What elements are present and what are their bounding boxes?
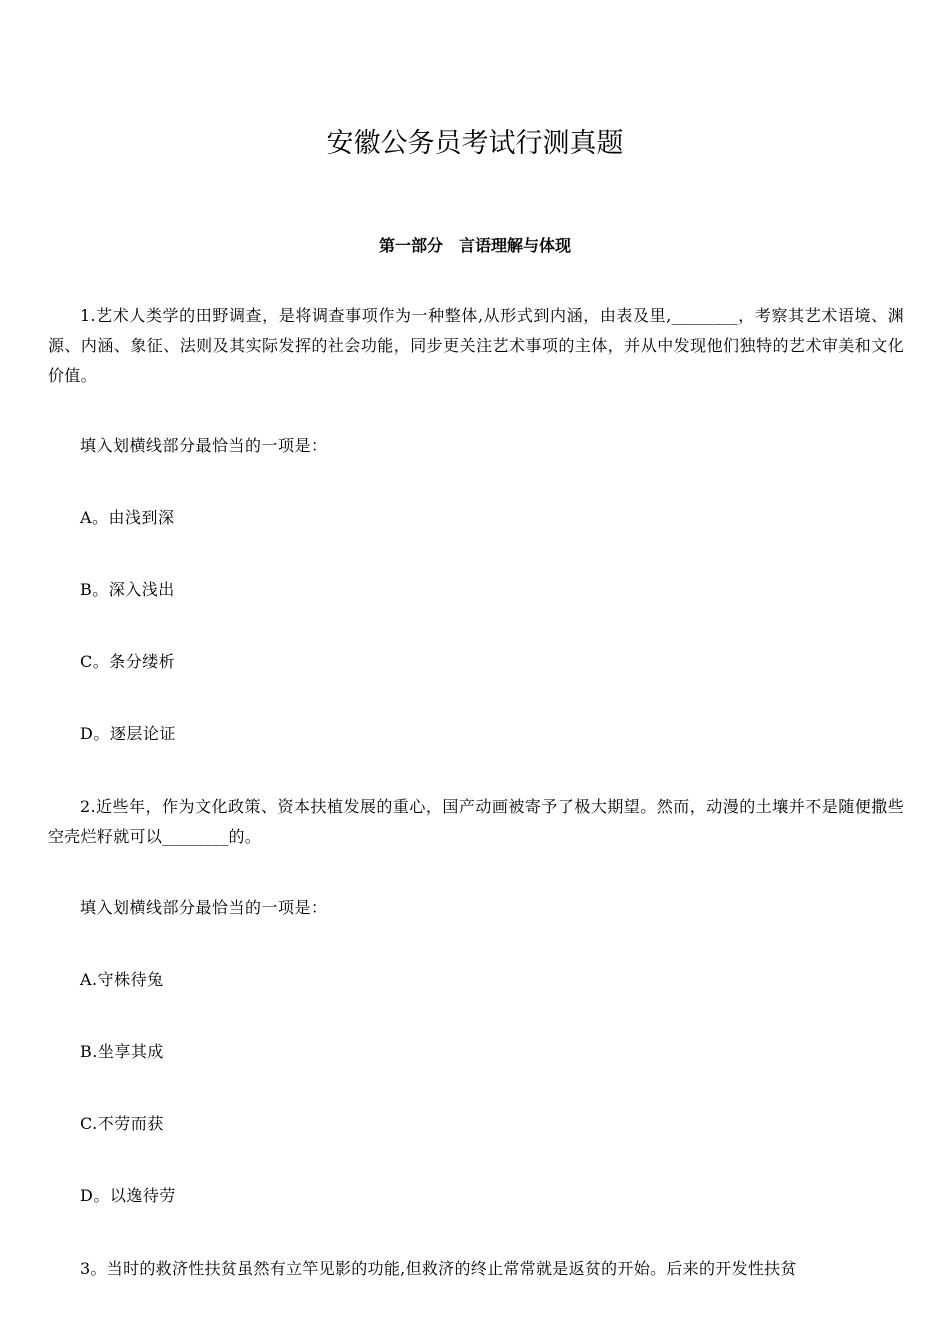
question-2-text: 2.近些年，作为文化政策、资本扶植发展的重心，国产动画被寄予了极大期望。然而，动漫的土壤并不是随便撒些空壳烂籽就可以________的。 bbox=[48, 797, 904, 846]
question-2-prompt: 填入划横线部分最恰当的一项是： bbox=[80, 898, 328, 917]
question-1-option-b: B。深入浅出 bbox=[80, 580, 175, 599]
question-2-option-a: A.守株待兔 bbox=[80, 970, 164, 989]
question-2-option-d: D。以逸待劳 bbox=[80, 1186, 176, 1205]
question-2-option-b: B.坐享其成 bbox=[80, 1042, 164, 1061]
question-3-text: 3。当时的救济性扶贫虽然有立竿见影的功能,但救济的终止常常就是返贫的开始。后来的开发性扶贫 bbox=[80, 1259, 797, 1278]
question-1-option-c: C。条分缕析 bbox=[80, 652, 176, 671]
question-1-text: 1.艺术人类学的田野调查，是将调查事项作为一种整体,从形式到内涵，由表及里,________，考察其艺术语境、渊源、内涵、象征、法则及其实际发挥的社会功能，同步更关注艺术事项的主体，并从中发现他们独特的艺术审美和文化价值。 bbox=[48, 306, 904, 385]
question-1-prompt: 填入划横线部分最恰当的一项是： bbox=[80, 436, 328, 455]
document-title: 安徽公务员考试行测真题 bbox=[326, 128, 624, 159]
question-2-option-c: C.不劳而获 bbox=[80, 1114, 164, 1133]
question-1-option-a: A。由浅到深 bbox=[80, 508, 175, 527]
question-1-option-d: D。逐层论证 bbox=[80, 724, 176, 743]
section-heading: 第一部分 言语理解与体现 bbox=[378, 236, 571, 255]
